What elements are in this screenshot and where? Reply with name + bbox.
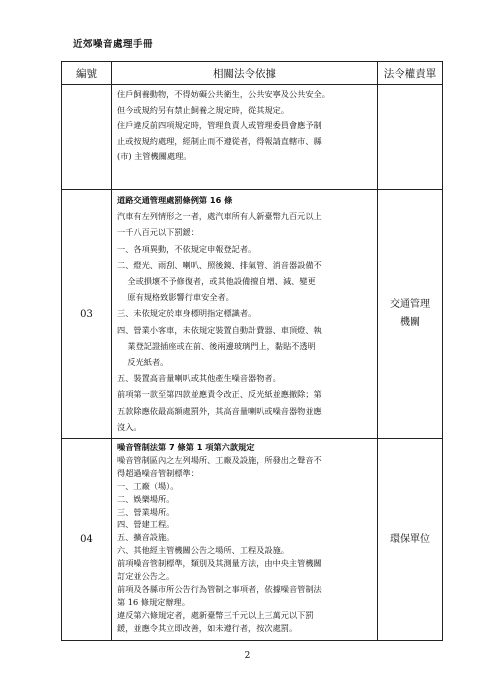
regulation-line: 一千八百元以下罰鍰：: [117, 227, 199, 238]
regulation-line: 五、擴音設施。: [117, 532, 175, 543]
regulation-line: 沒入。: [117, 421, 142, 432]
regulation-line: 住戶違反前四項規定時，管理負責人或管理委員會應予制: [117, 120, 322, 130]
regulation-line: 原有規格致影響行車安全者。: [117, 292, 234, 303]
table-row: [62, 190, 443, 439]
column-header-number: 編號: [62, 62, 112, 85]
regulation-line: 一、工廠（場）。: [117, 480, 179, 491]
regulation-cell: [112, 190, 378, 439]
regulation-title: 噪音管制法第 7 條第 1 項第六款規定: [117, 442, 255, 453]
regulation-line: 五、裝置高音量喇叭或其他產生噪音器物者。: [117, 373, 281, 384]
regulation-line: (市) 主管機關處理。: [117, 151, 192, 161]
regulation-line: 但今或規約另有禁止飼養之規定時，從其規定。: [117, 104, 289, 115]
regulation-cell: [112, 439, 378, 641]
authority-line: 交通管理: [390, 299, 430, 311]
regulation-line: 汽車有左列情形之一者，處汽車所有人新臺幣九百元以上: [117, 211, 322, 222]
regulation-line: 六、其他經主管機關公告之場所、工程及設施。: [117, 545, 289, 556]
regulation-table: [61, 61, 443, 641]
regulation-line: 反光紙者。: [117, 357, 169, 368]
regulation-line: 三、未依規定於車身標明指定標識者。: [117, 308, 257, 319]
regulation-title: 道路交通管理處罰條例第 16 條: [117, 195, 233, 205]
regulation-cell: [112, 85, 378, 190]
table-row: [62, 85, 443, 190]
regulation-line: 全或損壞不予修復者，或其他設備擅自增、減、變更: [117, 276, 316, 287]
regulation-line: 一、各項異動，不依規定申報登記者。: [117, 243, 257, 254]
row-number: [62, 85, 112, 190]
row-number: 04: [62, 439, 112, 641]
regulation-line: 住戶飼養動物，不得妨礙公共衛生，公共安寧及公共安全。: [117, 89, 330, 99]
regulation-line: 前項及各縣市所公告行為管制之事項者，依據噪音管制法: [117, 584, 322, 595]
regulation-line: 三、營業場所。: [117, 506, 175, 517]
table-row: [62, 439, 443, 641]
regulation-line: 違反第六條規定者，處新臺幣三千元以上三萬元以下罰: [117, 609, 314, 620]
regulation-line: 四、營建工程。: [117, 519, 175, 530]
row-number: 03: [62, 190, 112, 439]
regulation-line: 前項噪音管制標準，類別及其測量方法，由中央主管機關: [117, 558, 322, 569]
regulation-line: 訂定並公告之。: [117, 571, 175, 582]
regulation-line: 二、燈光、雨刮、喇叭、照後鏡、排氣管、消音器設備不: [117, 259, 322, 270]
authority-line: 機關: [400, 317, 420, 329]
regulation-line: 二、娛樂場所。: [117, 493, 175, 504]
column-header-authority: 法令權責單: [378, 62, 443, 85]
document-header: 近郊噪音處理手冊: [73, 39, 154, 50]
regulation-line: 止或按規約處理，經制止而不遵從者，得報請直轄市、縣: [117, 135, 322, 146]
regulation-line: 四、營業小客車，未依規定裝置自動計費器、車頂燈、執: [117, 324, 322, 335]
authority-line: 環保單位: [390, 533, 430, 545]
regulation-line: 業登記證插座或在前、後兩邊玻璃門上，黏貼不透明: [117, 340, 316, 351]
regulation-line: 鍰，並應令其立即改善，如未遵行者，按次處罰。: [117, 622, 298, 633]
regulation-line: 五款除應依最高額處罰外，其高音量喇叭或噪音器物並應: [117, 405, 322, 416]
authority-cell: [378, 85, 443, 190]
authority-cell: [378, 190, 443, 439]
authority-cell: [378, 439, 443, 641]
regulation-line: 第 16 條規定辦理。: [117, 596, 190, 607]
regulation-line: 噪音管制區內之左列場所、工廠及設施，所發出之聲音不: [117, 454, 322, 465]
regulation-line: 前項第一款至第四款並應責令改正、反光紙並應撤除；第: [117, 389, 322, 400]
table-header-row: [62, 62, 443, 85]
column-header-regulation: 相關法令依據: [112, 62, 378, 85]
regulation-line: 得超過噪音管制標準：: [117, 467, 199, 478]
page-number: 2: [244, 651, 251, 661]
